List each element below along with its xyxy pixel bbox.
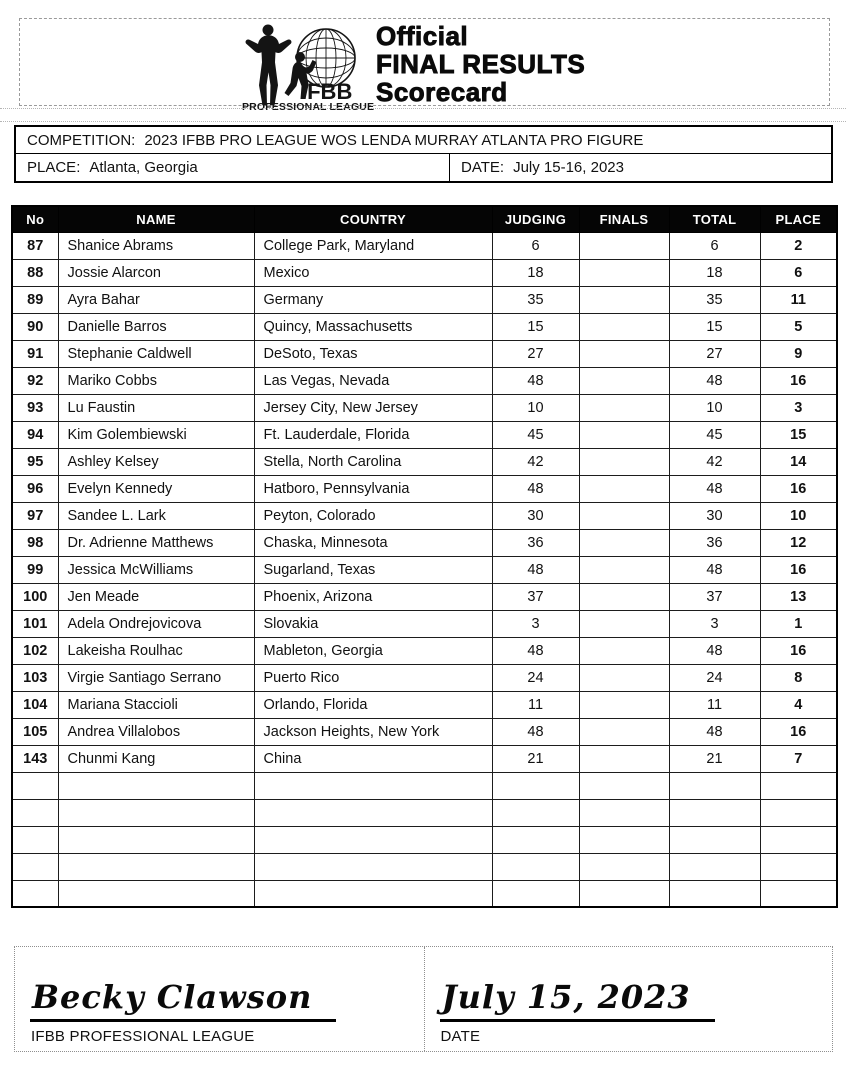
cell-name: Kim Golembiewski: [58, 421, 254, 448]
competition-info-box: [14, 125, 833, 183]
cell-place: [760, 799, 837, 826]
table-row: [12, 583, 837, 610]
cell-place: [760, 853, 837, 880]
cell-no: [12, 826, 58, 853]
cell-finals: [579, 583, 669, 610]
table-row: [12, 610, 837, 637]
cell-no: 94: [12, 421, 58, 448]
cell-finals: [579, 232, 669, 259]
table-row: [12, 394, 837, 421]
cell-no: 100: [12, 583, 58, 610]
table-header-row: [12, 206, 837, 232]
cell-total: 30: [669, 502, 760, 529]
cell-place: 6: [760, 259, 837, 286]
cell-place: 14: [760, 448, 837, 475]
cell-place: 1: [760, 610, 837, 637]
cell-country: [254, 826, 492, 853]
cell-finals: [579, 394, 669, 421]
cell-judging: 48: [492, 475, 579, 502]
cell-total: 48: [669, 637, 760, 664]
cell-no: 98: [12, 529, 58, 556]
competition-row: [16, 127, 831, 154]
cell-place: 16: [760, 718, 837, 745]
cell-place: 3: [760, 394, 837, 421]
column-header-no: No: [12, 206, 58, 232]
cell-total: 48: [669, 718, 760, 745]
cell-judging: [492, 772, 579, 799]
cell-judging: [492, 799, 579, 826]
table-row: [12, 367, 837, 394]
table-row: [12, 232, 837, 259]
cell-country: Orlando, Florida: [254, 691, 492, 718]
competition-label: COMPETITION:: [27, 132, 136, 149]
date-signature: July 15, 2023: [440, 978, 715, 1022]
cell-finals: [579, 745, 669, 772]
dotted-divider: [0, 108, 846, 109]
cell-judging: 30: [492, 502, 579, 529]
cell-name: Chunmi Kang: [58, 745, 254, 772]
cell-no: [12, 853, 58, 880]
cell-total: 11: [669, 691, 760, 718]
cell-total: 48: [669, 475, 760, 502]
cell-country: Phoenix, Arizona: [254, 583, 492, 610]
cell-name: [58, 799, 254, 826]
cell-judging: [492, 853, 579, 880]
cell-place: 16: [760, 637, 837, 664]
cell-name: Mariana Staccioli: [58, 691, 254, 718]
cell-finals: [579, 313, 669, 340]
cell-place: 5: [760, 313, 837, 340]
cell-name: Lakeisha Roulhac: [58, 637, 254, 664]
table-row: [12, 286, 837, 313]
cell-total: 48: [669, 556, 760, 583]
cell-finals: [579, 718, 669, 745]
cell-no: 92: [12, 367, 58, 394]
cell-no: 104: [12, 691, 58, 718]
ifbb-pro-league-logo-icon: [238, 20, 378, 112]
cell-name: [58, 772, 254, 799]
cell-no: [12, 799, 58, 826]
cell-place: 10: [760, 502, 837, 529]
cell-judging: [492, 826, 579, 853]
cell-name: Dr. Adrienne Matthews: [58, 529, 254, 556]
cell-judging: 37: [492, 583, 579, 610]
table-row: [12, 421, 837, 448]
official-signature-block: [15, 947, 424, 1051]
competition-value: 2023 IFBB PRO LEAGUE WOS LENDA MURRAY ATLANTA PRO FIGURE: [144, 132, 644, 149]
cell-no: 87: [12, 232, 58, 259]
cell-total: 42: [669, 448, 760, 475]
document-title: [376, 22, 585, 106]
cell-name: Adela Ondrejovicova: [58, 610, 254, 637]
cell-place: 13: [760, 583, 837, 610]
cell-no: 102: [12, 637, 58, 664]
cell-total: 21: [669, 745, 760, 772]
cell-country: Mableton, Georgia: [254, 637, 492, 664]
cell-no: 101: [12, 610, 58, 637]
cell-judging: 24: [492, 664, 579, 691]
cell-country: College Park, Maryland: [254, 232, 492, 259]
cell-finals: [579, 826, 669, 853]
results-table-body: [12, 232, 837, 907]
cell-place: 16: [760, 556, 837, 583]
cell-no: 90: [12, 313, 58, 340]
cell-name: Jessica McWilliams: [58, 556, 254, 583]
logo-ifbb-text: IFBB: [301, 79, 353, 104]
cell-name: Ayra Bahar: [58, 286, 254, 313]
cell-country: [254, 772, 492, 799]
cell-judging: 3: [492, 610, 579, 637]
cell-place: 12: [760, 529, 837, 556]
table-row: [12, 340, 837, 367]
table-row: [12, 637, 837, 664]
cell-country: Peyton, Colorado: [254, 502, 492, 529]
cell-name: Jen Meade: [58, 583, 254, 610]
cell-total: 10: [669, 394, 760, 421]
cell-country: Puerto Rico: [254, 664, 492, 691]
cell-judging: 42: [492, 448, 579, 475]
cell-total: 6: [669, 232, 760, 259]
cell-country: Mexico: [254, 259, 492, 286]
cell-total: 27: [669, 340, 760, 367]
cell-country: Jackson Heights, New York: [254, 718, 492, 745]
dotted-divider: [0, 121, 846, 122]
empty-table-row: [12, 799, 837, 826]
column-header-total: TOTAL: [669, 206, 760, 232]
table-row: [12, 313, 837, 340]
cell-country: [254, 799, 492, 826]
table-row: [12, 529, 837, 556]
cell-judging: 6: [492, 232, 579, 259]
title-line-3: Scorecard: [376, 77, 508, 107]
cell-place: 9: [760, 340, 837, 367]
cell-judging: 45: [492, 421, 579, 448]
table-row: [12, 718, 837, 745]
cell-total: 37: [669, 583, 760, 610]
cell-name: Evelyn Kennedy: [58, 475, 254, 502]
cell-name: Andrea Villalobos: [58, 718, 254, 745]
cell-name: Ashley Kelsey: [58, 448, 254, 475]
cell-country: Chaska, Minnesota: [254, 529, 492, 556]
cell-name: Shanice Abrams: [58, 232, 254, 259]
date-signature-block: [424, 947, 833, 1051]
cell-judging: 18: [492, 259, 579, 286]
cell-total: [669, 826, 760, 853]
cell-place: 16: [760, 367, 837, 394]
cell-name: [58, 826, 254, 853]
cell-total: 3: [669, 610, 760, 637]
cell-finals: [579, 259, 669, 286]
cell-place: 4: [760, 691, 837, 718]
cell-no: 103: [12, 664, 58, 691]
cell-name: Mariko Cobbs: [58, 367, 254, 394]
cell-name: Stephanie Caldwell: [58, 340, 254, 367]
table-row: [12, 475, 837, 502]
cell-total: [669, 853, 760, 880]
cell-finals: [579, 502, 669, 529]
cell-country: Las Vegas, Nevada: [254, 367, 492, 394]
cell-judging: [492, 880, 579, 907]
cell-country: Hatboro, Pennsylvania: [254, 475, 492, 502]
table-row: [12, 556, 837, 583]
empty-table-row: [12, 826, 837, 853]
cell-finals: [579, 340, 669, 367]
cell-country: Sugarland, Texas: [254, 556, 492, 583]
table-row: [12, 745, 837, 772]
signature-section: [14, 946, 833, 1052]
cell-judging: 36: [492, 529, 579, 556]
column-header-finals: FINALS: [579, 206, 669, 232]
cell-country: Ft. Lauderdale, Florida: [254, 421, 492, 448]
cell-country: Germany: [254, 286, 492, 313]
cell-judging: 48: [492, 718, 579, 745]
empty-table-row: [12, 853, 837, 880]
cell-country: Stella, North Carolina: [254, 448, 492, 475]
cell-place: 15: [760, 421, 837, 448]
table-row: [12, 691, 837, 718]
column-header-country: COUNTRY: [254, 206, 492, 232]
cell-finals: [579, 367, 669, 394]
cell-judging: 48: [492, 367, 579, 394]
cell-name: Lu Faustin: [58, 394, 254, 421]
date-signature-caption: DATE: [440, 1028, 481, 1045]
cell-name: [58, 853, 254, 880]
cell-place: 11: [760, 286, 837, 313]
place-value: Atlanta, Georgia: [89, 159, 198, 176]
cell-finals: [579, 691, 669, 718]
cell-judging: 48: [492, 637, 579, 664]
header-section: [19, 18, 830, 112]
cell-total: 45: [669, 421, 760, 448]
cell-place: [760, 880, 837, 907]
cell-no: 91: [12, 340, 58, 367]
cell-judging: 35: [492, 286, 579, 313]
cell-finals: [579, 475, 669, 502]
cell-no: 95: [12, 448, 58, 475]
cell-total: 35: [669, 286, 760, 313]
cell-judging: 48: [492, 556, 579, 583]
date-value: July 15-16, 2023: [513, 159, 624, 176]
cell-name: Virgie Santiago Serrano: [58, 664, 254, 691]
cell-country: China: [254, 745, 492, 772]
column-header-name: NAME: [58, 206, 254, 232]
empty-table-row: [12, 772, 837, 799]
cell-name: Danielle Barros: [58, 313, 254, 340]
cell-name: Jossie Alarcon: [58, 259, 254, 286]
table-row: [12, 664, 837, 691]
place-cell: [16, 154, 449, 181]
cell-country: DeSoto, Texas: [254, 340, 492, 367]
cell-country: [254, 853, 492, 880]
cell-no: 89: [12, 286, 58, 313]
table-row: [12, 448, 837, 475]
cell-judging: 27: [492, 340, 579, 367]
cell-total: 48: [669, 367, 760, 394]
cell-country: Quincy, Massachusetts: [254, 313, 492, 340]
logo-banner-text: PROFESSIONAL LEAGUE: [242, 101, 374, 112]
title-line-2: FINAL RESULTS: [376, 49, 586, 79]
cell-judging: 11: [492, 691, 579, 718]
cell-total: 24: [669, 664, 760, 691]
cell-finals: [579, 664, 669, 691]
cell-total: 36: [669, 529, 760, 556]
cell-no: 105: [12, 718, 58, 745]
cell-country: Jersey City, New Jersey: [254, 394, 492, 421]
cell-finals: [579, 610, 669, 637]
column-header-place: PLACE: [760, 206, 837, 232]
date-label: DATE:: [461, 159, 505, 176]
cell-no: 96: [12, 475, 58, 502]
official-signature-caption: IFBB PROFESSIONAL LEAGUE: [31, 1028, 255, 1045]
cell-no: 99: [12, 556, 58, 583]
cell-judging: 21: [492, 745, 579, 772]
cell-name: [58, 880, 254, 907]
cell-total: [669, 799, 760, 826]
cell-no: 97: [12, 502, 58, 529]
cell-total: [669, 772, 760, 799]
cell-finals: [579, 853, 669, 880]
cell-judging: 10: [492, 394, 579, 421]
cell-place: [760, 772, 837, 799]
cell-place: 7: [760, 745, 837, 772]
cell-place: 2: [760, 232, 837, 259]
results-table: [11, 205, 838, 908]
cell-place: 16: [760, 475, 837, 502]
cell-no: 93: [12, 394, 58, 421]
cell-place: [760, 826, 837, 853]
cell-no: [12, 880, 58, 907]
cell-name: Sandee L. Lark: [58, 502, 254, 529]
cell-total: [669, 880, 760, 907]
cell-finals: [579, 448, 669, 475]
official-signature: Becky Clawson: [30, 978, 336, 1022]
cell-finals: [579, 772, 669, 799]
cell-finals: [579, 286, 669, 313]
place-label: PLACE:: [27, 159, 81, 176]
date-cell: [449, 154, 831, 181]
cell-total: 18: [669, 259, 760, 286]
cell-finals: [579, 799, 669, 826]
cell-judging: 15: [492, 313, 579, 340]
cell-no: 88: [12, 259, 58, 286]
cell-finals: [579, 421, 669, 448]
cell-finals: [579, 637, 669, 664]
cell-finals: [579, 556, 669, 583]
table-row: [12, 259, 837, 286]
cell-no: [12, 772, 58, 799]
cell-country: Slovakia: [254, 610, 492, 637]
column-header-judging: JUDGING: [492, 206, 579, 232]
cell-finals: [579, 529, 669, 556]
cell-country: [254, 880, 492, 907]
cell-total: 15: [669, 313, 760, 340]
cell-place: 8: [760, 664, 837, 691]
cell-finals: [579, 880, 669, 907]
table-row: [12, 502, 837, 529]
empty-table-row: [12, 880, 837, 907]
cell-no: 143: [12, 745, 58, 772]
title-line-1: Official: [376, 21, 469, 51]
